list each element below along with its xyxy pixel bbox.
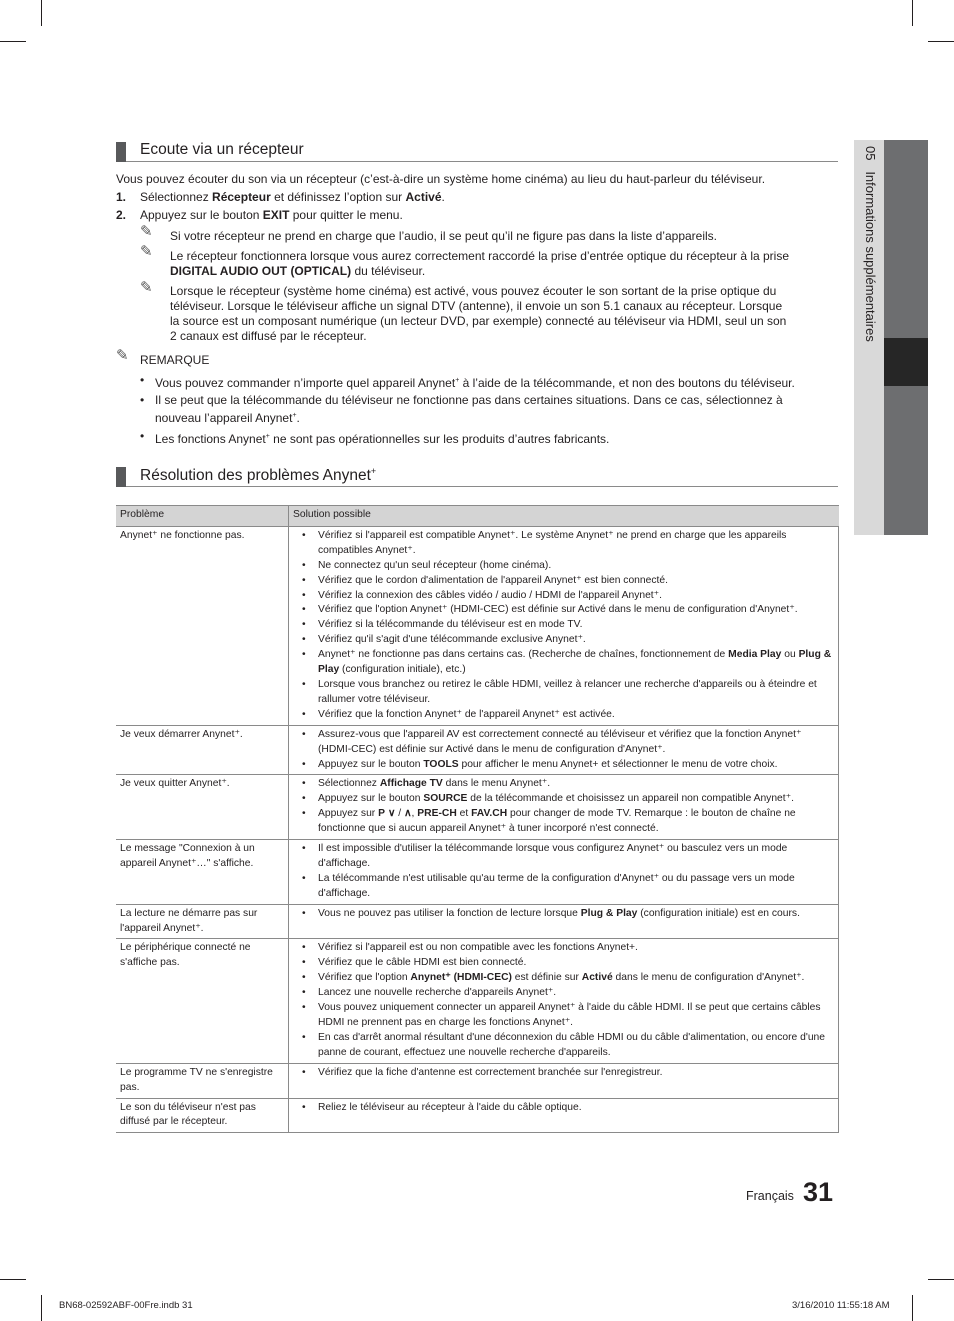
problem-cell: Je veux quitter Anynet⁺. [116, 775, 289, 840]
solution-cell [289, 725, 839, 775]
solution-item: • Vérifiez que l'option Anynet⁺ (HDMI-CEC) est définie sur Activé dans le menu de configuration d'Anynet⁺. [293, 603, 834, 618]
solution-item: • Vérifiez que la fiche d'antenne est correctement branchée sur l'enregistreur. [293, 1066, 834, 1081]
note-pencil-icon: ✎ [140, 222, 153, 240]
chapter-number: 05 [863, 146, 878, 161]
solution-item: • Lancez une nouvelle recherche d'appareils Anynet⁺. [293, 986, 834, 1001]
solution-cell [289, 840, 839, 905]
chapter-title: Informations supplémentaires [863, 171, 878, 342]
remark-bullet-2: • Il se peut que la télécommande du téléviseur ne fonctionne pas dans certaines situations. Dans ce cas, sélectionnez à nouveau l’appareil Anynet+. [140, 393, 783, 425]
problem-cell: Le message "Connexion à un appareil Anynet⁺…" s'affiche. [116, 840, 289, 905]
remark-pencil-icon: ✎ [116, 346, 129, 364]
solution-item: • Vous ne pouvez pas utiliser la fonction de lecture lorsque Plug & Play (configuration initiale) est en cours. [293, 907, 834, 922]
step-1: 1. Sélectionnez Récepteur et définissez l’option sur Activé. [116, 190, 445, 204]
troubleshooting-table [116, 505, 839, 1133]
crop-mark [41, 0, 42, 26]
intro-text: Vous pouvez écouter du son via un récepteur (c’est-à-dire un système home cinéma) au lieu du haut-parleur du téléviseur. [116, 172, 766, 186]
note-pencil-icon: ✎ [140, 242, 153, 260]
table-row [116, 725, 839, 775]
solution-item: • Vérifiez si l'appareil est ou non compatible avec les fonctions Anynet+. [293, 941, 834, 956]
column-header-problem: Problème [116, 506, 289, 527]
table-row [116, 840, 839, 905]
step-2: 2. Appuyez sur le bouton EXIT pour quitter le menu. [116, 208, 403, 222]
table-row [116, 1063, 839, 1098]
solution-item: • La télécommande n'est utilisable qu'au terme de la configuration d'Anynet⁺ ou du passage vers un mode d'affichage. [293, 872, 834, 902]
problem-cell: Anynet⁺ ne fonctionne pas. [116, 526, 289, 725]
problem-cell: Le son du téléviseur n'est pas diffusé par le récepteur. [116, 1098, 289, 1133]
section-heading-troubleshooting [116, 466, 838, 487]
solution-item: • Vérifiez que le câble HDMI est bien connecté. [293, 956, 834, 971]
channel-down-icon: ∨ [387, 808, 396, 820]
page-number: 31 [803, 1177, 834, 1207]
column-header-solution: Solution possible [289, 506, 839, 527]
table-header-row [116, 506, 839, 527]
solution-item: • Appuyez sur P ∨ / ∧, PRE-CH et FAV.CH pour changer de mode TV. Remarque : le bouton de chaîne ne fonctionne que si aucun appareil Anynet⁺ à tuner incorporé n'est connecté. [293, 807, 834, 837]
crop-mark [928, 1279, 954, 1280]
solution-item: • Il est impossible d'utiliser la télécommande lorsque vous configurez Anynet⁺ ou basculez vers un mode d'affichage. [293, 842, 834, 872]
note-1: Si votre récepteur ne prend en charge que l’audio, il se peut qu’il ne figure pas dans la liste d’appareils. [170, 229, 718, 243]
solution-item: • Reliez le téléviseur au récepteur à l'aide du câble optique. [293, 1101, 834, 1116]
crop-mark [41, 1295, 42, 1321]
solution-item: • Vérifiez la connexion des câbles vidéo / audio / HDMI de l'appareil Anynet⁺. [293, 589, 834, 604]
crop-mark [0, 41, 26, 42]
section-title: Ecoute via un récepteur [140, 141, 304, 158]
table-row [116, 904, 839, 939]
problem-cell: La lecture ne démarre pas sur l'appareil Anynet⁺. [116, 904, 289, 939]
solution-cell [289, 1063, 839, 1098]
section-heading-receiver [116, 141, 838, 162]
problem-cell: Le programme TV ne s'enregistre pas. [116, 1063, 289, 1098]
channel-up-icon: ∧ [404, 808, 412, 820]
solution-cell [289, 526, 839, 725]
table-row [116, 1098, 839, 1133]
crop-mark [0, 1279, 26, 1280]
solution-item: • Vérifiez si l'appareil est compatible Anynet⁺. Le système Anynet⁺ ne prend en charge que les appareils compatibles Anynet⁺. [293, 529, 834, 559]
chapter-tab-active-marker [884, 338, 928, 386]
solution-item: • Appuyez sur le bouton SOURCE de la télécommande et choisissez un appareil non compatible Anynet⁺. [293, 792, 834, 807]
solution-item: • Appuyez sur le bouton TOOLS pour afficher le menu Anynet+ et sélectionner le menu de votre choix. [293, 758, 834, 773]
chapter-tab-label [858, 146, 884, 386]
solution-item: • Vérifiez qu'il s'agit d'une télécommande exclusive Anynet⁺. [293, 633, 834, 648]
solution-cell [289, 1098, 839, 1133]
crop-mark [928, 41, 954, 42]
solution-item: • Vérifiez si la télécommande du téléviseur est en mode TV. [293, 618, 834, 633]
solution-cell [289, 904, 839, 939]
note-pencil-icon: ✎ [140, 278, 153, 296]
problem-cell: Je veux démarrer Anynet⁺. [116, 725, 289, 775]
solution-item: • Sélectionnez Affichage TV dans le menu Anynet⁺. [293, 777, 834, 792]
solution-item: • Vérifiez que le cordon d'alimentation de l'appareil Anynet⁺ est bien connecté. [293, 574, 834, 589]
solution-item: • En cas d'arrêt anormal résultant d'une déconnexion du câble HDMI ou du câble d'alimentation, ou encore d'une panne de courant, effectuez une nouvelle recherche d'appareils. [293, 1031, 834, 1061]
crop-mark [912, 1295, 913, 1321]
slug-file: BN68-02592ABF-00Fre.indb 31 [59, 1300, 193, 1311]
heading-bar [116, 142, 126, 162]
solution-item: • Ne connectez qu'un seul récepteur (home cinéma). [293, 559, 834, 574]
remark-label: REMARQUE [140, 353, 210, 367]
section-title: Résolution des problèmes Anynet+ [140, 466, 377, 485]
solution-cell [289, 939, 839, 1063]
note-2: Le récepteur fonctionnera lorsque vous aurez correctement raccordé la prise d’entrée optique du récepteur à la prise DIGITAL AUDIO OUT (OPTICAL) du téléviseur. [170, 249, 790, 278]
solution-item: • Vérifiez que l'option Anynet⁺ (HDMI-CEC) est définie sur Activé dans le menu de configuration d'Anynet⁺. [293, 971, 834, 986]
remark-bullet-3: • Les fonctions Anynet+ ne sont pas opérationnelles sur les produits d’autres fabricants. [140, 429, 610, 446]
solution-item: • Anynet⁺ ne fonctionne pas dans certains cas. (Recherche de chaînes, fonctionnement de Media Play ou Plug & Play (configuration initiale), etc.) [293, 648, 834, 678]
solution-item: • Lorsque vous branchez ou retirez le câble HDMI, veillez à relancer une recherche d'appareils ou à éteindre et rallumer votre téléviseur. [293, 678, 834, 708]
remark-bullet-1: • Vous pouvez commander n’importe quel appareil Anynet+ à l’aide de la télécommande, et non des boutons du téléviseur. [140, 373, 795, 390]
solution-cell [289, 775, 839, 840]
table-row [116, 526, 839, 725]
solution-item: • Vérifiez que la fonction Anynet⁺ de l'appareil Anynet⁺ est activée. [293, 708, 834, 723]
solution-item: • Assurez-vous que l'appareil AV est correctement connecté au téléviseur et vérifiez que la fonction Anynet⁺ (HDMI-CEC) est définie sur Activé dans le menu de configuration d'Anynet⁺. [293, 728, 834, 758]
solution-item: • Vous pouvez uniquement connecter un appareil Anynet⁺ à l'aide du câble HDMI. Il se peut que certains câbles HDMI ne prennent pas en charge les fonctions Anynet⁺. [293, 1001, 834, 1031]
slug-date: 3/16/2010 11:55:18 AM [792, 1300, 890, 1311]
problem-cell: Le périphérique connecté ne s'affiche pas. [116, 939, 289, 1063]
table-row [116, 939, 839, 1063]
table-row [116, 775, 839, 840]
crop-mark [912, 0, 913, 26]
note-3: Lorsque le récepteur (système home cinéma) est activé, vous pouvez écouter le son sortant de la prise optique du téléviseur. Lorsque le téléviseur affiche un signal DTV (antenne), il envoie un son 5.1 canaux au récepteur. Lorsque la source est un composant numérique (un lecteur DVD, par exemple) connecté au téléviseur via HDMI, seul un son 2 canaux est diffusé par le récepteur. [170, 284, 787, 343]
heading-bar [116, 467, 126, 487]
footer-language: Français [746, 1189, 794, 1203]
